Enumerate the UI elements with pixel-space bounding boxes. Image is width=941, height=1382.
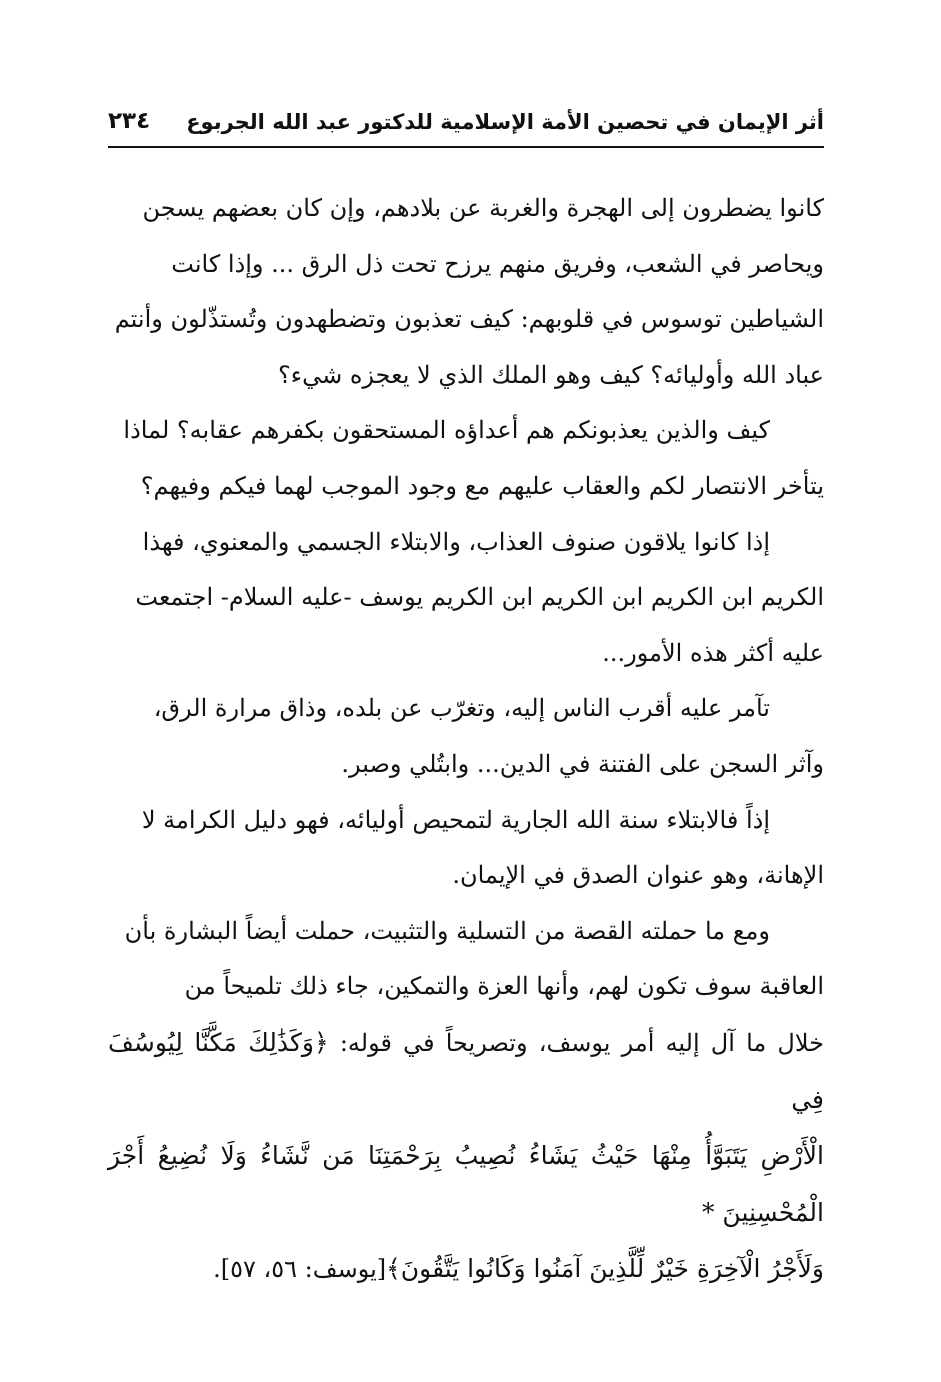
paragraph-2 [108,403,824,514]
paragraph-6-text: ومع ما حملته القصة من التسلية والتثبيت، حملت أيضاً البشارة بأن العاقبة سوف تكون لهم، وأنها العزة والتمكين، جاء ذلك تلميحاً من خلال ما آل إليه أمر يوسف، وتصريحاً في قوله: [124,916,824,1057]
paragraph-3-text: إذا كانوا يلاقون صنوف العذاب، والابتلاء الجسمي والمعنوي، فهذا الكريم ابن الكريم ابن الكريم ابن الكريم يوسف -عليه السلام- اجتمعت عليه أكثر هذه الأمور... [135,527,824,667]
paragraph-2-text: كيف والذين يعذبونكم هم أعداؤه المستحقون بكفرهم عقابه؟ لماذا يتأخر الانتصار لكم والعقاب عليهم مع وجود الموجب لهما فيكم وفيهم؟ [123,416,824,500]
verse-reference: [يوسف: ٥٦، ٥٧]. [213,1255,387,1284]
running-header [108,96,824,142]
paragraph-6 [108,904,824,1298]
paragraph-5-text: إذاً فالابتلاء سنة الله الجارية لتمحيص أوليائه، فهو دليل الكرامة لا الإهانة، وهو عنوان الصدق في الإيمان. [141,805,824,890]
paragraph-4 [108,681,824,792]
paragraph-4-text: تآمر عليه أقرب الناس إليه، وتغرّب عن بلده، وذاق مرارة الرق، وآثر السجن على الفتنة في الدين... وابتُلي وصبر. [153,694,824,778]
quran-verse: ﴿وَكَذَٰلِكَ مَكَّنَّا لِيُوسُفَ فِي الْأَرْضِ يَتَبَوَّأُ مِنْهَا حَيْثُ يَشَاءُ نُصِيبُ بِرَحْمَتِنَا مَن نَّشَاءُ وَلَا نُضِيعُ أَجْرَ الْمُحْسِنِينَ * وَلَأَجْرُ الْآخِرَةِ خَيْرٌ لِّلَّذِينَ آمَنُوا وَكَانُوا يَتَّقُونَ﴾ [108,1027,824,1284]
paragraph-3 [108,515,824,682]
paragraph-5 [108,793,824,904]
header-divider [108,146,824,148]
page-number: ٢٣٤ [108,108,151,134]
paragraph-1 [108,181,824,403]
page-body [108,181,824,1298]
paragraph-1-text: كانوا يضطرون إلى الهجرة والغربة عن بلادهم، وإن كان بعضهم يسجن ويحاصر في الشعب، وفريق منهم يرزح تحت ذل الرق ... وإذا كانت الشياطين توسوس في قلوبهم: كيف تعذبون وتضطهدون وتُستذّلون وأنتم عباد الله وأوليائه؟ كيف وهو الملك الذي لا يعجزه شيء؟ [114,194,824,389]
header-title: أثر الإيمان في تحصين الأمة الإسلامية للدكتور عبد الله الجربوع [186,110,824,134]
